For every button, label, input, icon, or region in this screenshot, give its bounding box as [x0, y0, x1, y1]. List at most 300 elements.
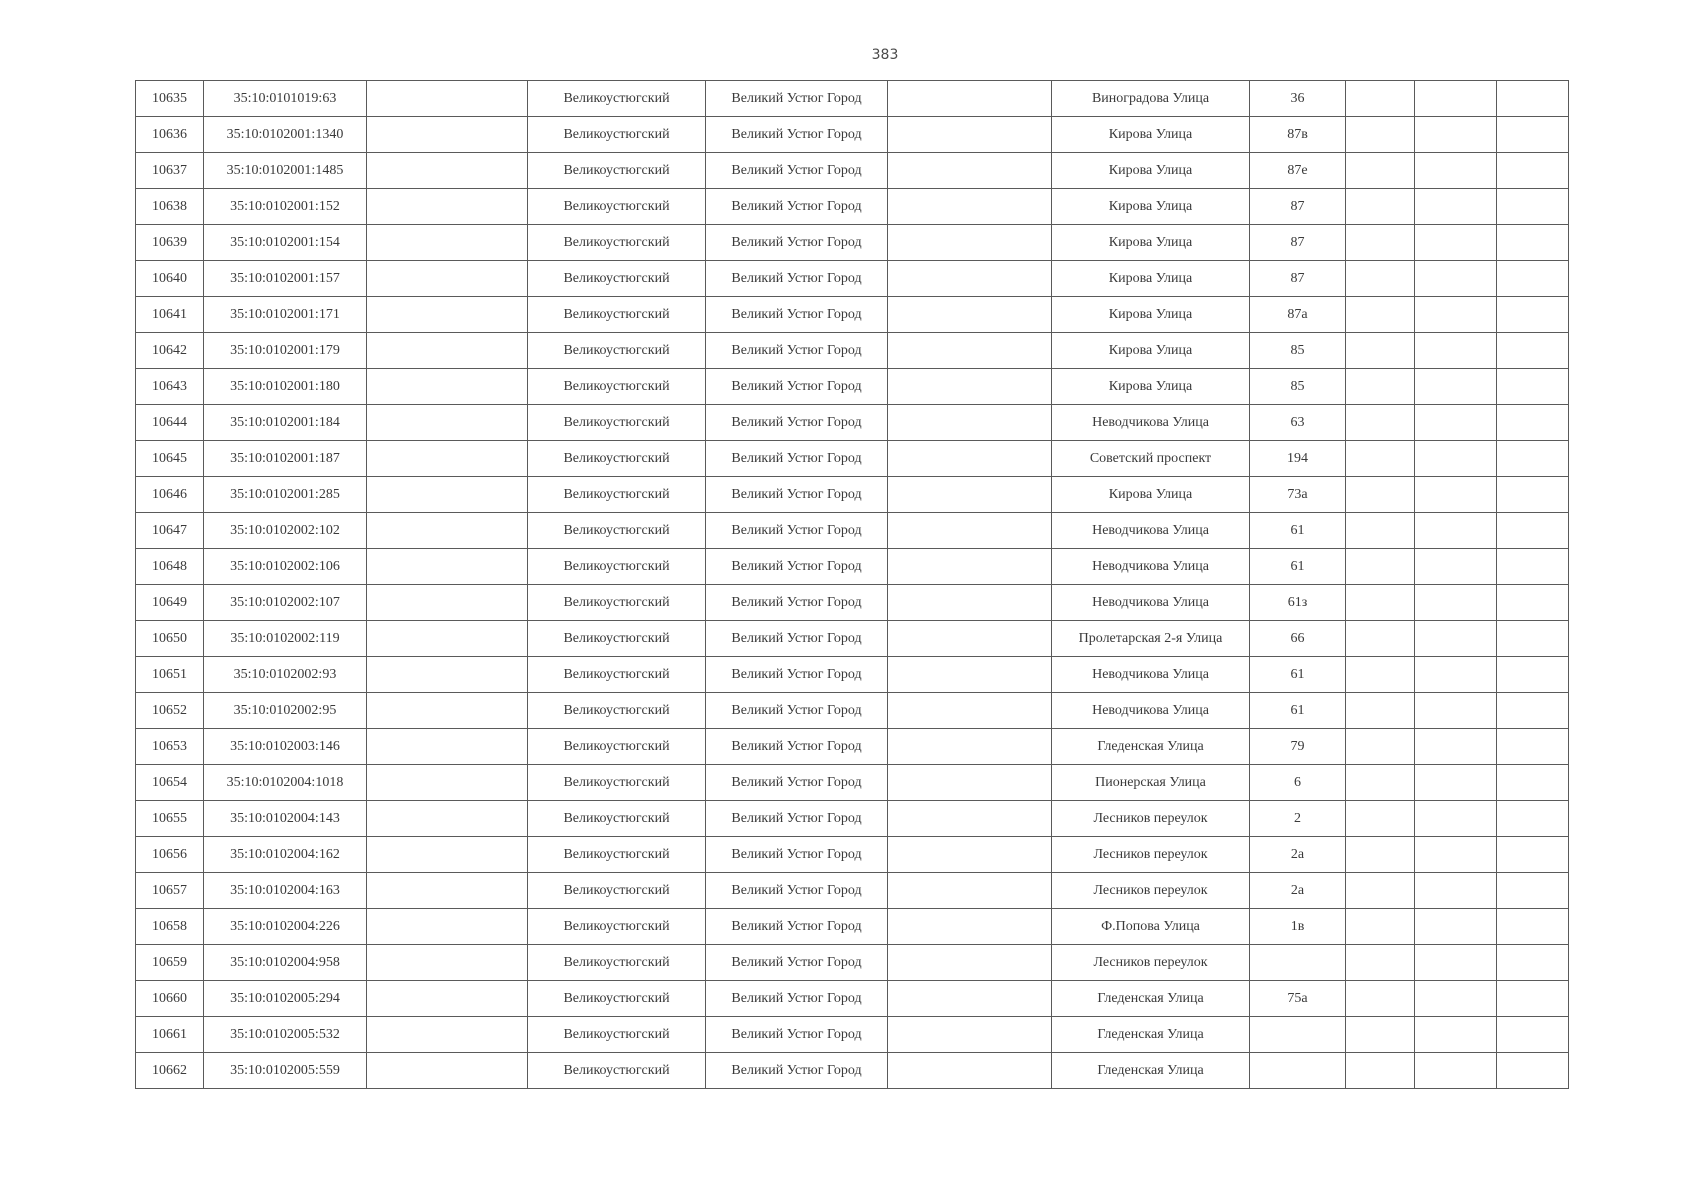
empty-cell: [888, 801, 1052, 837]
house-number-cell: 75а: [1250, 981, 1346, 1017]
empty-cell: [1497, 405, 1569, 441]
row-number-cell: 10648: [136, 549, 204, 585]
empty-cell: [1346, 261, 1415, 297]
district-cell: Великоустюгский: [528, 333, 706, 369]
street-cell: Кирова Улица: [1052, 189, 1250, 225]
street-cell: Гледенская Улица: [1052, 1017, 1250, 1053]
locality-cell: Великий Устюг Город: [706, 585, 888, 621]
empty-cell: [367, 81, 528, 117]
empty-cell: [1497, 873, 1569, 909]
empty-cell: [1415, 333, 1497, 369]
street-cell: Ф.Попова Улица: [1052, 909, 1250, 945]
locality-cell: Великий Устюг Город: [706, 549, 888, 585]
empty-cell: [367, 261, 528, 297]
empty-cell: [1346, 801, 1415, 837]
locality-cell: Великий Устюг Город: [706, 693, 888, 729]
empty-cell: [1415, 693, 1497, 729]
house-number-cell: 87е: [1250, 153, 1346, 189]
empty-cell: [367, 1053, 528, 1089]
empty-cell: [1497, 657, 1569, 693]
locality-cell: Великий Устюг Город: [706, 369, 888, 405]
cadastral-number-cell: 35:10:0102004:162: [204, 837, 367, 873]
empty-cell: [1346, 225, 1415, 261]
row-number-cell: 10662: [136, 1053, 204, 1089]
street-cell: Кирова Улица: [1052, 225, 1250, 261]
district-cell: Великоустюгский: [528, 513, 706, 549]
empty-cell: [888, 1017, 1052, 1053]
table-row: [136, 765, 1569, 801]
cadastral-number-cell: 35:10:0102002:95: [204, 693, 367, 729]
empty-cell: [888, 189, 1052, 225]
house-number-cell: 66: [1250, 621, 1346, 657]
locality-cell: Великий Устюг Город: [706, 297, 888, 333]
empty-cell: [367, 837, 528, 873]
district-cell: Великоустюгский: [528, 405, 706, 441]
district-cell: Великоустюгский: [528, 729, 706, 765]
cadastral-number-cell: 35:10:0102001:179: [204, 333, 367, 369]
street-cell: Кирова Улица: [1052, 261, 1250, 297]
district-cell: Великоустюгский: [528, 549, 706, 585]
locality-cell: Великий Устюг Город: [706, 477, 888, 513]
empty-cell: [1346, 405, 1415, 441]
empty-cell: [1346, 81, 1415, 117]
empty-cell: [888, 369, 1052, 405]
locality-cell: Великий Устюг Город: [706, 621, 888, 657]
empty-cell: [888, 153, 1052, 189]
district-cell: Великоустюгский: [528, 225, 706, 261]
empty-cell: [1415, 621, 1497, 657]
row-number-cell: 10658: [136, 909, 204, 945]
table-body: [136, 81, 1569, 1089]
locality-cell: Великий Устюг Город: [706, 333, 888, 369]
street-cell: Неводчикова Улица: [1052, 513, 1250, 549]
empty-cell: [888, 837, 1052, 873]
table-row: [136, 1053, 1569, 1089]
empty-cell: [367, 153, 528, 189]
house-number-cell: [1250, 1053, 1346, 1089]
empty-cell: [1346, 945, 1415, 981]
district-cell: Великоустюгский: [528, 477, 706, 513]
street-cell: Гледенская Улица: [1052, 981, 1250, 1017]
empty-cell: [1497, 1053, 1569, 1089]
empty-cell: [1346, 909, 1415, 945]
empty-cell: [367, 117, 528, 153]
house-number-cell: 85: [1250, 369, 1346, 405]
empty-cell: [1497, 297, 1569, 333]
empty-cell: [367, 1017, 528, 1053]
empty-cell: [888, 333, 1052, 369]
empty-cell: [1346, 981, 1415, 1017]
empty-cell: [1346, 513, 1415, 549]
empty-cell: [1497, 729, 1569, 765]
empty-cell: [367, 981, 528, 1017]
house-number-cell: 63: [1250, 405, 1346, 441]
district-cell: Великоустюгский: [528, 657, 706, 693]
empty-cell: [1346, 297, 1415, 333]
locality-cell: Великий Устюг Город: [706, 405, 888, 441]
street-cell: Неводчикова Улица: [1052, 693, 1250, 729]
empty-cell: [888, 585, 1052, 621]
street-cell: Кирова Улица: [1052, 369, 1250, 405]
table-row: [136, 693, 1569, 729]
empty-cell: [1497, 801, 1569, 837]
table-row: [136, 801, 1569, 837]
empty-cell: [367, 801, 528, 837]
empty-cell: [1497, 513, 1569, 549]
locality-cell: Великий Устюг Город: [706, 189, 888, 225]
table-row: [136, 225, 1569, 261]
empty-cell: [888, 729, 1052, 765]
street-cell: Советский проспект: [1052, 441, 1250, 477]
empty-cell: [1346, 153, 1415, 189]
street-cell: Гледенская Улица: [1052, 1053, 1250, 1089]
district-cell: Великоустюгский: [528, 117, 706, 153]
table-row: [136, 513, 1569, 549]
empty-cell: [1415, 117, 1497, 153]
locality-cell: Великий Устюг Город: [706, 441, 888, 477]
empty-cell: [367, 765, 528, 801]
house-number-cell: 2а: [1250, 873, 1346, 909]
street-cell: Кирова Улица: [1052, 297, 1250, 333]
empty-cell: [367, 873, 528, 909]
empty-cell: [1415, 945, 1497, 981]
house-number-cell: 61: [1250, 693, 1346, 729]
empty-cell: [1415, 261, 1497, 297]
street-cell: Кирова Улица: [1052, 153, 1250, 189]
table-row: [136, 189, 1569, 225]
empty-cell: [888, 225, 1052, 261]
row-number-cell: 10644: [136, 405, 204, 441]
table-row: [136, 621, 1569, 657]
house-number-cell: 79: [1250, 729, 1346, 765]
street-cell: Неводчикова Улица: [1052, 549, 1250, 585]
district-cell: Великоустюгский: [528, 909, 706, 945]
empty-cell: [1497, 945, 1569, 981]
row-number-cell: 10655: [136, 801, 204, 837]
empty-cell: [1346, 585, 1415, 621]
table-row: [136, 333, 1569, 369]
district-cell: Великоустюгский: [528, 297, 706, 333]
empty-cell: [1346, 765, 1415, 801]
empty-cell: [1497, 693, 1569, 729]
district-cell: Великоустюгский: [528, 441, 706, 477]
empty-cell: [1497, 117, 1569, 153]
empty-cell: [367, 549, 528, 585]
empty-cell: [1497, 621, 1569, 657]
locality-cell: Великий Устюг Город: [706, 837, 888, 873]
empty-cell: [367, 189, 528, 225]
cadastral-number-cell: 35:10:0102004:163: [204, 873, 367, 909]
empty-cell: [1415, 369, 1497, 405]
row-number-cell: 10640: [136, 261, 204, 297]
house-number-cell: 87: [1250, 225, 1346, 261]
empty-cell: [1497, 261, 1569, 297]
empty-cell: [1415, 477, 1497, 513]
district-cell: Великоустюгский: [528, 873, 706, 909]
table-row: [136, 153, 1569, 189]
table-row: [136, 873, 1569, 909]
table-row: [136, 477, 1569, 513]
cadastral-number-cell: 35:10:0102004:226: [204, 909, 367, 945]
locality-cell: Великий Устюг Город: [706, 729, 888, 765]
street-cell: Неводчикова Улица: [1052, 657, 1250, 693]
empty-cell: [888, 1053, 1052, 1089]
table-row: [136, 657, 1569, 693]
cadastral-number-cell: 35:10:0102001:187: [204, 441, 367, 477]
empty-cell: [1346, 117, 1415, 153]
cadastral-number-cell: 35:10:0102001:154: [204, 225, 367, 261]
empty-cell: [1415, 405, 1497, 441]
street-cell: Гледенская Улица: [1052, 729, 1250, 765]
house-number-cell: 61: [1250, 657, 1346, 693]
cadastral-number-cell: 35:10:0102003:146: [204, 729, 367, 765]
empty-cell: [1415, 225, 1497, 261]
table-row: [136, 369, 1569, 405]
street-cell: Пролетарская 2-я Улица: [1052, 621, 1250, 657]
district-cell: Великоустюгский: [528, 1017, 706, 1053]
row-number-cell: 10657: [136, 873, 204, 909]
empty-cell: [1415, 657, 1497, 693]
cadastral-number-cell: 35:10:0102004:143: [204, 801, 367, 837]
house-number-cell: 87: [1250, 261, 1346, 297]
table-row: [136, 837, 1569, 873]
district-cell: Великоустюгский: [528, 945, 706, 981]
row-number-cell: 10645: [136, 441, 204, 477]
table-row: [136, 261, 1569, 297]
row-number-cell: 10656: [136, 837, 204, 873]
table-row: [136, 585, 1569, 621]
locality-cell: Великий Устюг Город: [706, 657, 888, 693]
district-cell: Великоустюгский: [528, 621, 706, 657]
empty-cell: [1415, 513, 1497, 549]
cadastral-number-cell: 35:10:0102001:152: [204, 189, 367, 225]
district-cell: Великоустюгский: [528, 585, 706, 621]
locality-cell: Великий Устюг Город: [706, 765, 888, 801]
table-row: [136, 405, 1569, 441]
cadastral-number-cell: 35:10:0102004:1018: [204, 765, 367, 801]
street-cell: Лесников переулок: [1052, 873, 1250, 909]
locality-cell: Великий Устюг Город: [706, 801, 888, 837]
district-cell: Великоустюгский: [528, 81, 706, 117]
house-number-cell: 87а: [1250, 297, 1346, 333]
empty-cell: [367, 369, 528, 405]
empty-cell: [1415, 765, 1497, 801]
empty-cell: [1346, 837, 1415, 873]
empty-cell: [1415, 873, 1497, 909]
locality-cell: Великий Устюг Город: [706, 513, 888, 549]
empty-cell: [1497, 1017, 1569, 1053]
empty-cell: [1346, 657, 1415, 693]
empty-cell: [367, 729, 528, 765]
empty-cell: [1346, 729, 1415, 765]
empty-cell: [888, 621, 1052, 657]
empty-cell: [1415, 297, 1497, 333]
empty-cell: [888, 441, 1052, 477]
district-cell: Великоустюгский: [528, 693, 706, 729]
cadastral-number-cell: 35:10:0102005:559: [204, 1053, 367, 1089]
street-cell: Неводчикова Улица: [1052, 405, 1250, 441]
empty-cell: [888, 405, 1052, 441]
empty-cell: [1415, 153, 1497, 189]
empty-cell: [367, 657, 528, 693]
empty-cell: [1415, 81, 1497, 117]
empty-cell: [367, 405, 528, 441]
empty-cell: [367, 333, 528, 369]
house-number-cell: 2: [1250, 801, 1346, 837]
empty-cell: [1497, 441, 1569, 477]
house-number-cell: 85: [1250, 333, 1346, 369]
empty-cell: [1346, 369, 1415, 405]
table-row: [136, 945, 1569, 981]
empty-cell: [1497, 153, 1569, 189]
empty-cell: [1346, 333, 1415, 369]
street-cell: Лесников переулок: [1052, 837, 1250, 873]
row-number-cell: 10642: [136, 333, 204, 369]
empty-cell: [888, 117, 1052, 153]
empty-cell: [1497, 585, 1569, 621]
cadastral-number-cell: 35:10:0102005:532: [204, 1017, 367, 1053]
empty-cell: [1346, 1017, 1415, 1053]
empty-cell: [888, 261, 1052, 297]
locality-cell: Великий Устюг Город: [706, 981, 888, 1017]
empty-cell: [1497, 225, 1569, 261]
street-cell: Неводчикова Улица: [1052, 585, 1250, 621]
house-number-cell: 1в: [1250, 909, 1346, 945]
row-number-cell: 10638: [136, 189, 204, 225]
street-cell: Кирова Улица: [1052, 333, 1250, 369]
street-cell: Виноградова Улица: [1052, 81, 1250, 117]
district-cell: Великоустюгский: [528, 765, 706, 801]
district-cell: Великоустюгский: [528, 1053, 706, 1089]
page-number: 383: [871, 47, 899, 63]
empty-cell: [1415, 837, 1497, 873]
empty-cell: [1346, 549, 1415, 585]
empty-cell: [1415, 909, 1497, 945]
house-number-cell: 36: [1250, 81, 1346, 117]
table-row: [136, 441, 1569, 477]
empty-cell: [1497, 333, 1569, 369]
street-cell: Кирова Улица: [1052, 117, 1250, 153]
empty-cell: [367, 225, 528, 261]
cadastral-number-cell: 35:10:0102002:106: [204, 549, 367, 585]
row-number-cell: 10651: [136, 657, 204, 693]
house-number-cell: 61з: [1250, 585, 1346, 621]
empty-cell: [1346, 1053, 1415, 1089]
cadastral-number-cell: 35:10:0102001:285: [204, 477, 367, 513]
empty-cell: [1346, 693, 1415, 729]
table-row: [136, 729, 1569, 765]
locality-cell: Великий Устюг Город: [706, 945, 888, 981]
empty-cell: [888, 873, 1052, 909]
empty-cell: [1497, 549, 1569, 585]
empty-cell: [1346, 873, 1415, 909]
house-number-cell: 73а: [1250, 477, 1346, 513]
empty-cell: [888, 81, 1052, 117]
empty-cell: [367, 297, 528, 333]
street-cell: Кирова Улица: [1052, 477, 1250, 513]
empty-cell: [1415, 1053, 1497, 1089]
locality-cell: Великий Устюг Город: [706, 153, 888, 189]
empty-cell: [1497, 369, 1569, 405]
cadastral-number-cell: 35:10:0102001:1340: [204, 117, 367, 153]
empty-cell: [367, 693, 528, 729]
table-row: [136, 117, 1569, 153]
cadastral-number-cell: 35:10:0102002:93: [204, 657, 367, 693]
empty-cell: [1497, 909, 1569, 945]
cadastral-number-cell: 35:10:0101019:63: [204, 81, 367, 117]
row-number-cell: 10647: [136, 513, 204, 549]
row-number-cell: 10654: [136, 765, 204, 801]
table-row: [136, 909, 1569, 945]
house-number-cell: [1250, 945, 1346, 981]
cadastral-number-cell: 35:10:0102001:157: [204, 261, 367, 297]
table-row: [136, 1017, 1569, 1053]
district-cell: Великоустюгский: [528, 981, 706, 1017]
house-number-cell: [1250, 1017, 1346, 1053]
cadastral-number-cell: 35:10:0102001:1485: [204, 153, 367, 189]
empty-cell: [367, 513, 528, 549]
registry-table: [135, 80, 1569, 1089]
empty-cell: [1497, 81, 1569, 117]
empty-cell: [1346, 477, 1415, 513]
district-cell: Великоустюгский: [528, 837, 706, 873]
locality-cell: Великий Устюг Город: [706, 909, 888, 945]
empty-cell: [1415, 729, 1497, 765]
cadastral-number-cell: 35:10:0102005:294: [204, 981, 367, 1017]
row-number-cell: 10661: [136, 1017, 204, 1053]
empty-cell: [888, 657, 1052, 693]
locality-cell: Великий Устюг Город: [706, 1053, 888, 1089]
locality-cell: Великий Устюг Город: [706, 225, 888, 261]
house-number-cell: 6: [1250, 765, 1346, 801]
row-number-cell: 10652: [136, 693, 204, 729]
table-row: [136, 981, 1569, 1017]
row-number-cell: 10637: [136, 153, 204, 189]
cadastral-number-cell: 35:10:0102002:107: [204, 585, 367, 621]
empty-cell: [1497, 477, 1569, 513]
district-cell: Великоустюгский: [528, 801, 706, 837]
house-number-cell: 61: [1250, 513, 1346, 549]
locality-cell: Великий Устюг Город: [706, 873, 888, 909]
empty-cell: [1415, 189, 1497, 225]
district-cell: Великоустюгский: [528, 189, 706, 225]
empty-cell: [888, 945, 1052, 981]
empty-cell: [1415, 981, 1497, 1017]
street-cell: Лесников переулок: [1052, 945, 1250, 981]
house-number-cell: 61: [1250, 549, 1346, 585]
locality-cell: Великий Устюг Город: [706, 1017, 888, 1053]
empty-cell: [1415, 1017, 1497, 1053]
row-number-cell: 10649: [136, 585, 204, 621]
cadastral-number-cell: 35:10:0102001:180: [204, 369, 367, 405]
empty-cell: [367, 585, 528, 621]
house-number-cell: 2а: [1250, 837, 1346, 873]
empty-cell: [367, 621, 528, 657]
house-number-cell: 194: [1250, 441, 1346, 477]
cadastral-number-cell: 35:10:0102004:958: [204, 945, 367, 981]
row-number-cell: 10636: [136, 117, 204, 153]
cadastral-number-cell: 35:10:0102001:184: [204, 405, 367, 441]
locality-cell: Великий Устюг Город: [706, 117, 888, 153]
table-row: [136, 81, 1569, 117]
empty-cell: [888, 909, 1052, 945]
empty-cell: [1346, 441, 1415, 477]
empty-cell: [888, 513, 1052, 549]
empty-cell: [367, 945, 528, 981]
cadastral-number-cell: 35:10:0102002:119: [204, 621, 367, 657]
locality-cell: Великий Устюг Город: [706, 81, 888, 117]
empty-cell: [1415, 585, 1497, 621]
